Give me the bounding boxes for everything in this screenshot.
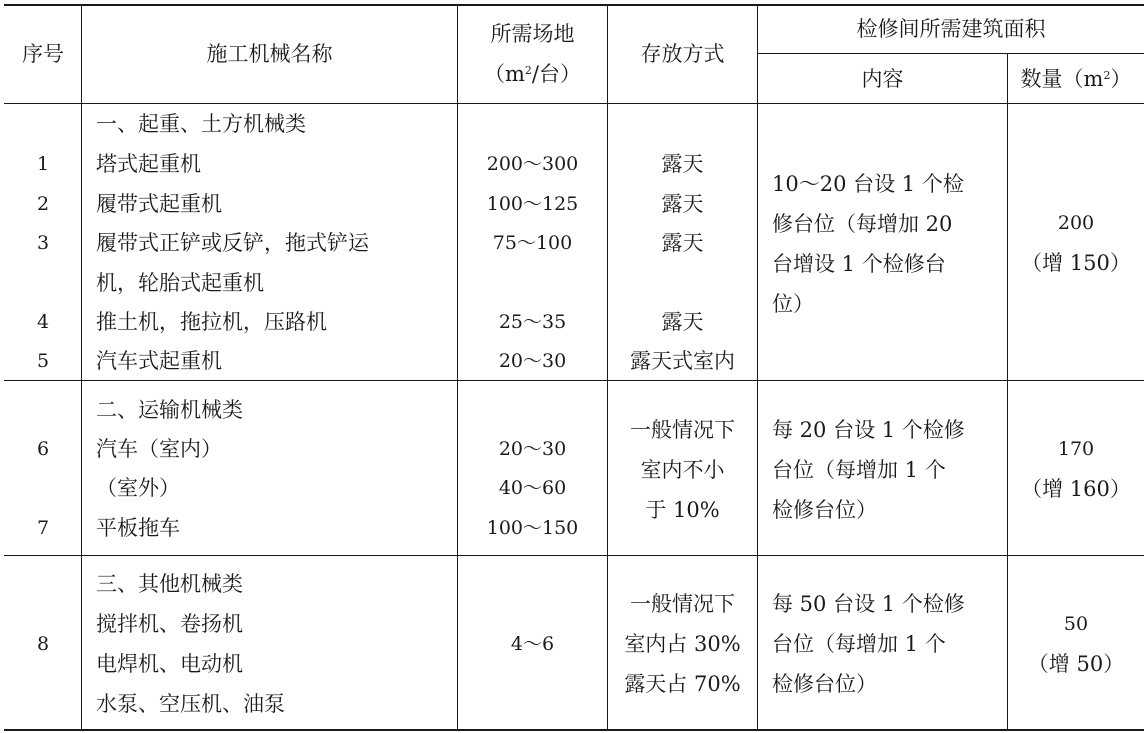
category-heading: 三、其他机械类 bbox=[96, 572, 243, 596]
header-serial-number: 序号 bbox=[22, 42, 64, 66]
row-serial-number: 1 bbox=[36, 153, 50, 175]
table-bottom-rule bbox=[4, 729, 1144, 731]
storage-method: 露天 bbox=[661, 310, 704, 334]
repair-quantity bbox=[1008, 604, 1144, 684]
category-heading: 一、起重、土方机械类 bbox=[96, 112, 306, 136]
storage-method: 露天 bbox=[661, 231, 704, 255]
header-content: 内容 bbox=[861, 67, 904, 91]
table-top-rule bbox=[4, 4, 1144, 6]
row-serial-number: 3 bbox=[36, 232, 50, 254]
repair-content bbox=[772, 410, 965, 530]
machine-name: 汽车式起重机 bbox=[96, 349, 222, 373]
header-repair-area-group: 检修间所需建筑面积 bbox=[856, 17, 1046, 41]
section-divider-rule bbox=[4, 555, 1144, 556]
site-area-value: 100～125 bbox=[486, 193, 579, 215]
machine-name: 电焊机、电动机 bbox=[96, 652, 243, 676]
column-divider bbox=[81, 5, 82, 730]
machine-name: 推土机，拖拉机，压路机 bbox=[96, 310, 327, 334]
repair-content-line: 每 50 台设 1 个检修 bbox=[772, 592, 965, 616]
header-site-unit: （$m^2/$台） bbox=[484, 62, 581, 86]
repair-quantity bbox=[1008, 429, 1144, 509]
site-area-value: 100～150 bbox=[486, 517, 579, 539]
machine-name: 平板拖车 bbox=[96, 516, 180, 540]
repair-content bbox=[772, 164, 964, 324]
site-area-value: 200～300 bbox=[486, 153, 579, 175]
repair-content bbox=[772, 584, 965, 704]
category-heading: 二、运输机械类 bbox=[96, 398, 243, 422]
header-quantity: 数量$(m^2)$ bbox=[1020, 67, 1132, 91]
row-serial-number: 2 bbox=[36, 193, 50, 215]
storage-line: 于 10% bbox=[645, 498, 720, 522]
machine-name: （室外） bbox=[96, 476, 180, 500]
machine-name: 履带式起重机 bbox=[96, 192, 222, 216]
quantity-value: 170 bbox=[1057, 438, 1095, 460]
storage-line: 一般情况下 bbox=[630, 592, 735, 616]
storage-method: 露天式室内 bbox=[630, 349, 735, 373]
repair-content-line: 检修台位） bbox=[772, 672, 877, 696]
header-machine-name: 施工机械名称 bbox=[206, 42, 333, 66]
storage-line: 室内不小 bbox=[640, 458, 725, 482]
repair-content-line: 位） bbox=[772, 292, 814, 316]
storage-method: 露天 bbox=[661, 192, 704, 216]
site-area-value: 40～60 bbox=[498, 477, 567, 499]
site-area-value: 20～30 bbox=[498, 438, 567, 460]
site-area-value: 75～100 bbox=[492, 232, 573, 254]
header-storage-method: 存放方式 bbox=[640, 42, 725, 66]
machine-name: 水泵、空压机、油泵 bbox=[96, 692, 285, 716]
repair-content-line: 台位（每增加 1 个 bbox=[772, 632, 946, 656]
repair-quantity bbox=[1008, 203, 1144, 283]
quantity-value: 200 bbox=[1057, 212, 1095, 234]
repair-content-line: 10～20 台设 1 个检 bbox=[772, 172, 964, 196]
storage-line: 室内占 30% bbox=[624, 632, 741, 656]
row-serial-number: 8 bbox=[36, 633, 50, 655]
machine-name: 搅拌机、卷扬机 bbox=[96, 612, 243, 636]
quantity-value: 50 bbox=[1063, 613, 1089, 635]
machine-name: 履带式正铲或反铲，拖式铲运 bbox=[96, 231, 369, 255]
site-area-value: 25～35 bbox=[498, 311, 567, 333]
storage-method: 露天 bbox=[661, 152, 704, 176]
repair-content-line: 台位（每增加 1 个 bbox=[772, 458, 946, 482]
quantity-increment: （增 50） bbox=[1027, 652, 1125, 676]
row-serial-number: 7 bbox=[36, 517, 50, 539]
quantity-increment: （增 160） bbox=[1021, 477, 1131, 501]
row-serial-number: 6 bbox=[36, 438, 50, 460]
machine-name: 塔式起重机 bbox=[96, 152, 201, 176]
site-area-value: 20～30 bbox=[498, 350, 567, 372]
column-divider bbox=[757, 5, 758, 730]
repair-content-line: 台增设 1 个检修台 bbox=[772, 252, 946, 276]
header-site-area: 所需场地 bbox=[490, 22, 575, 46]
site-area-value: 4～6 bbox=[510, 633, 555, 655]
storage-method bbox=[608, 584, 757, 704]
storage-method bbox=[608, 410, 757, 530]
storage-line: 露天占 70% bbox=[624, 672, 741, 696]
header-subdivider-rule bbox=[757, 53, 1144, 54]
row-serial-number: 5 bbox=[36, 350, 50, 372]
repair-content-line: 每 20 台设 1 个检修 bbox=[772, 418, 965, 442]
quantity-increment: （增 150） bbox=[1021, 251, 1131, 275]
machine-name-continued: 机，轮胎式起重机 bbox=[96, 271, 264, 295]
repair-content-line: 检修台位） bbox=[772, 498, 877, 522]
row-serial-number: 4 bbox=[36, 311, 50, 333]
repair-content-line: 修台位（每增加 20 bbox=[772, 212, 953, 236]
machine-name: 汽车（室内） bbox=[96, 437, 222, 461]
storage-line: 一般情况下 bbox=[630, 418, 735, 442]
